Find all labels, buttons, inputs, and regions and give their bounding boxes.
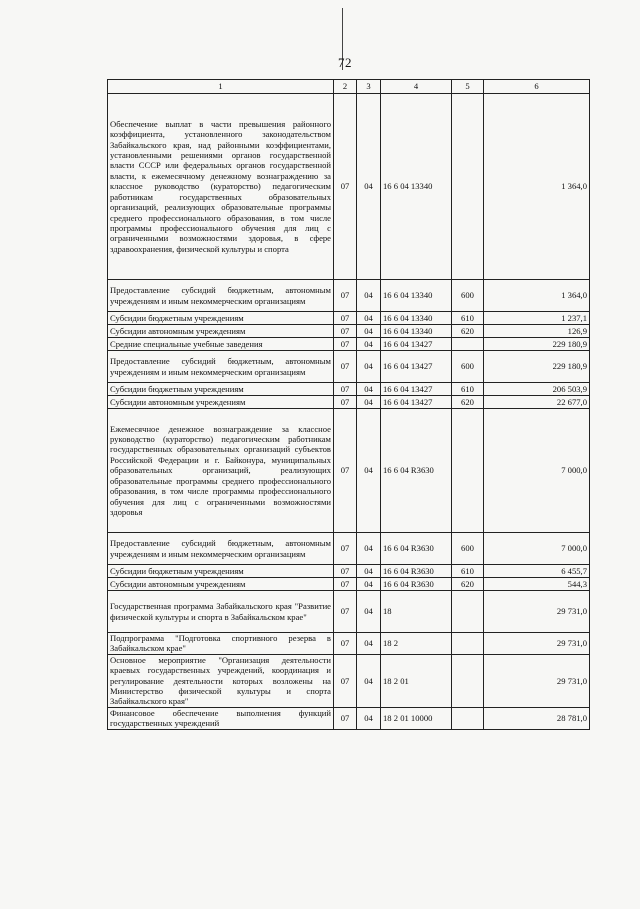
- amount-cell: 229 180,9: [484, 338, 590, 351]
- subsection-code-cell: 04: [357, 312, 381, 325]
- expense-type-cell: 600: [452, 351, 484, 383]
- section-code-cell: 07: [334, 338, 357, 351]
- subsection-code-cell: 04: [357, 409, 381, 533]
- section-code-cell: 07: [334, 565, 357, 578]
- target-article-cell: 16 6 04 R3630: [381, 533, 452, 565]
- subsection-code-cell: 04: [357, 565, 381, 578]
- section-code-cell: 07: [334, 396, 357, 409]
- expense-type-cell: [452, 654, 484, 707]
- amount-cell: 29 731,0: [484, 654, 590, 707]
- expense-type-cell: 610: [452, 312, 484, 325]
- amount-cell: 206 503,9: [484, 383, 590, 396]
- target-article-cell: 16 6 04 R3630: [381, 565, 452, 578]
- section-code-cell: 07: [334, 94, 357, 280]
- amount-cell: 22 677,0: [484, 396, 590, 409]
- row-name-cell: Предоставление субсидий бюджетным, автономным учреждениям и иным некоммерческим организациям: [108, 351, 334, 383]
- expense-type-cell: [452, 409, 484, 533]
- table-row: [108, 383, 590, 396]
- amount-cell: 6 455,7: [484, 565, 590, 578]
- subsection-code-cell: 04: [357, 633, 381, 655]
- target-article-cell: 16 6 04 13340: [381, 312, 452, 325]
- subsection-code-cell: 04: [357, 94, 381, 280]
- table-row: [108, 707, 590, 729]
- section-code-cell: 07: [334, 707, 357, 729]
- amount-cell: 229 180,9: [484, 351, 590, 383]
- subsection-code-cell: 04: [357, 351, 381, 383]
- subsection-code-cell: 04: [357, 338, 381, 351]
- subsection-code-cell: 04: [357, 280, 381, 312]
- amount-cell: 126,9: [484, 325, 590, 338]
- section-code-cell: 07: [334, 280, 357, 312]
- target-article-cell: 16 6 04 13340: [381, 325, 452, 338]
- table-row: [108, 533, 590, 565]
- expense-type-cell: [452, 633, 484, 655]
- target-article-cell: 18: [381, 591, 452, 633]
- subsection-code-cell: 04: [357, 383, 381, 396]
- expense-type-cell: [452, 94, 484, 280]
- header-row: [108, 80, 590, 94]
- header-cell: 6: [484, 80, 590, 94]
- expense-type-cell: 620: [452, 578, 484, 591]
- amount-cell: 1 237,1: [484, 312, 590, 325]
- row-name-cell: Субсидии бюджетным учреждениям: [108, 383, 334, 396]
- row-name-cell: Подпрограмма "Подготовка спортивного резерва в Забайкальском крае": [108, 633, 334, 655]
- row-name-cell: Субсидии автономным учреждениям: [108, 578, 334, 591]
- table-row: [108, 325, 590, 338]
- header-cell: 2: [334, 80, 357, 94]
- amount-cell: 544,3: [484, 578, 590, 591]
- section-code-cell: 07: [334, 351, 357, 383]
- row-name-cell: Субсидии автономным учреждениям: [108, 325, 334, 338]
- subsection-code-cell: 04: [357, 325, 381, 338]
- target-article-cell: 18 2: [381, 633, 452, 655]
- row-name-cell: Ежемесячное денежное вознаграждение за классное руководство (кураторство) педагогическим работникам государственных образовательных организаций субъектов Российской Федерации и г. Байконура, муниципальных образовательных организаций, реализующих образовательные программы среднего профессионального образования, в том числе программы профессионального обучения для лиц с ограниченными возможностями здоровья: [108, 409, 334, 533]
- expense-type-cell: 600: [452, 280, 484, 312]
- expense-type-cell: 610: [452, 565, 484, 578]
- row-name-cell: Субсидии бюджетным учреждениям: [108, 312, 334, 325]
- target-article-cell: 18 2 01 10000: [381, 707, 452, 729]
- target-article-cell: 18 2 01: [381, 654, 452, 707]
- section-code-cell: 07: [334, 325, 357, 338]
- subsection-code-cell: 04: [357, 707, 381, 729]
- expense-type-cell: [452, 591, 484, 633]
- target-article-cell: 16 6 04 13427: [381, 383, 452, 396]
- row-name-cell: Предоставление субсидий бюджетным, автономным учреждениям и иным некоммерческим организациям: [108, 533, 334, 565]
- row-name-cell: Обеспечение выплат в части превышения районного коэффициента, установленного законодательством Забайкальского края, над районными коэффициентами, установленными решениями органов государственной власти СССР или федеральных органов государственной власти, к ежемесячному денежному вознаграждению за классное руководство (кураторство) педагогическим работникам государственных образовательных организаций, реализующих образовательные программы среднего профессионального образования, в том числе программы профессионального обучения для лиц с ограниченными возможностями здоровья, в сфере здравоохранения, физической культуры и спорта: [108, 94, 334, 280]
- amount-cell: 7 000,0: [484, 409, 590, 533]
- header-cell: 5: [452, 80, 484, 94]
- target-article-cell: 16 6 04 R3630: [381, 409, 452, 533]
- row-name-cell: Субсидии автономным учреждениям: [108, 396, 334, 409]
- table-row: [108, 654, 590, 707]
- row-name-cell: Основное мероприятие "Организация деятельности краевых государственных учреждений, координация и регулирование деятельности которых возложены на Министерство физической культуры и спорта Забайкальского края": [108, 654, 334, 707]
- section-code-cell: 07: [334, 409, 357, 533]
- table-row: [108, 591, 590, 633]
- section-code-cell: 07: [334, 312, 357, 325]
- section-code-cell: 07: [334, 383, 357, 396]
- target-article-cell: 16 6 04 13427: [381, 338, 452, 351]
- row-name-cell: Государственная программа Забайкальского края "Развитие физической культуры и спорта в Забайкальском крае": [108, 591, 334, 633]
- table-row: [108, 280, 590, 312]
- table-row: [108, 409, 590, 533]
- table-row: [108, 338, 590, 351]
- target-article-cell: 16 6 04 R3630: [381, 578, 452, 591]
- row-name-cell: Финансовое обеспечение выполнения функций государственных учреждений: [108, 707, 334, 729]
- subsection-code-cell: 04: [357, 533, 381, 565]
- subsection-code-cell: 04: [357, 578, 381, 591]
- section-code-cell: 07: [334, 578, 357, 591]
- subsection-code-cell: 04: [357, 396, 381, 409]
- table-row: [108, 312, 590, 325]
- expense-type-cell: 620: [452, 396, 484, 409]
- section-code-cell: 07: [334, 591, 357, 633]
- amount-cell: 1 364,0: [484, 280, 590, 312]
- page-number: 72: [338, 55, 352, 70]
- expense-type-cell: [452, 707, 484, 729]
- table-row: [108, 94, 590, 280]
- expense-type-cell: 600: [452, 533, 484, 565]
- section-code-cell: 07: [334, 633, 357, 655]
- target-article-cell: 16 6 04 13427: [381, 351, 452, 383]
- table-row: [108, 565, 590, 578]
- section-code-cell: 07: [334, 654, 357, 707]
- subsection-code-cell: 04: [357, 591, 381, 633]
- target-article-cell: 16 6 04 13340: [381, 94, 452, 280]
- amount-cell: 1 364,0: [484, 94, 590, 280]
- target-article-cell: 16 6 04 13340: [381, 280, 452, 312]
- amount-cell: 29 731,0: [484, 591, 590, 633]
- subsection-code-cell: 04: [357, 654, 381, 707]
- row-name-cell: Субсидии бюджетным учреждениям: [108, 565, 334, 578]
- amount-cell: 28 781,0: [484, 707, 590, 729]
- budget-table: [107, 79, 590, 730]
- expense-type-cell: 610: [452, 383, 484, 396]
- amount-cell: 29 731,0: [484, 633, 590, 655]
- table-row: [108, 351, 590, 383]
- section-code-cell: 07: [334, 533, 357, 565]
- table-row: [108, 396, 590, 409]
- expense-type-cell: [452, 338, 484, 351]
- header-cell: 1: [108, 80, 334, 94]
- expense-type-cell: 620: [452, 325, 484, 338]
- target-article-cell: 16 6 04 13427: [381, 396, 452, 409]
- row-name-cell: Предоставление субсидий бюджетным, автономным учреждениям и иным некоммерческим организациям: [108, 280, 334, 312]
- amount-cell: 7 000,0: [484, 533, 590, 565]
- table-row: [108, 578, 590, 591]
- header-cell: 4: [381, 80, 452, 94]
- header-cell: 3: [357, 80, 381, 94]
- row-name-cell: Средние специальные учебные заведения: [108, 338, 334, 351]
- table-row: [108, 633, 590, 655]
